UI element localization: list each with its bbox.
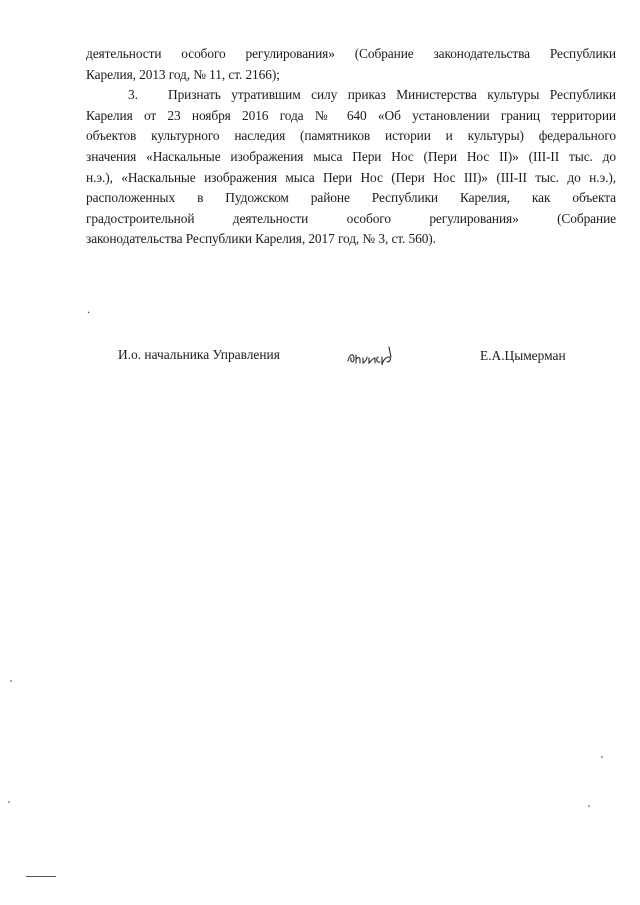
handwritten-signature [345, 342, 401, 373]
text-line: расположенных в Пудожском районе Республики Карелия, как объекта [86, 190, 616, 206]
text-line: законодательства Республики Карелия, 2017 год, № 3, ст. 560). [86, 231, 436, 247]
text-line: н.э.), «Наскальные изображения мыса Пери Нос (Пери Нос III)» (III-II тыс. до н.э.), [86, 169, 616, 185]
text-line: градостроительной деятельности особого регулирования» (Собрание [86, 210, 616, 226]
text-line: деятельности особого регулирования» (Собрание законодательства Республики [86, 46, 616, 61]
document-body [86, 44, 616, 250]
scan-speck [601, 756, 603, 758]
stray-dot: . [87, 302, 90, 316]
scan-speck [10, 680, 12, 682]
numbered-paragraph [86, 85, 616, 106]
text-line: Признать утратившим силу приказ Министерства культуры Республики [168, 87, 616, 103]
item-number: 3. [128, 87, 138, 103]
footer-rule [26, 876, 56, 877]
scan-speck [588, 805, 590, 807]
text-line: Карелия, 2013 год, № 11, ст. 2166); [86, 66, 280, 82]
signatory-role: И.о. начальника Управления [118, 347, 280, 362]
text-line: Карелия от 23 ноября 2016 года № 640 «Об установлении границ территории [86, 107, 616, 123]
scan-speck [8, 801, 10, 803]
signatory-name: Е.А.Цымерман [480, 348, 566, 363]
text-line: значения «Наскальные изображения мыса Пери Нос (Пери Нос II)» (III-II тыс. до [86, 148, 616, 164]
text-line: объектов культурного наследия (памятников истории и культуры) федерального [86, 128, 616, 144]
